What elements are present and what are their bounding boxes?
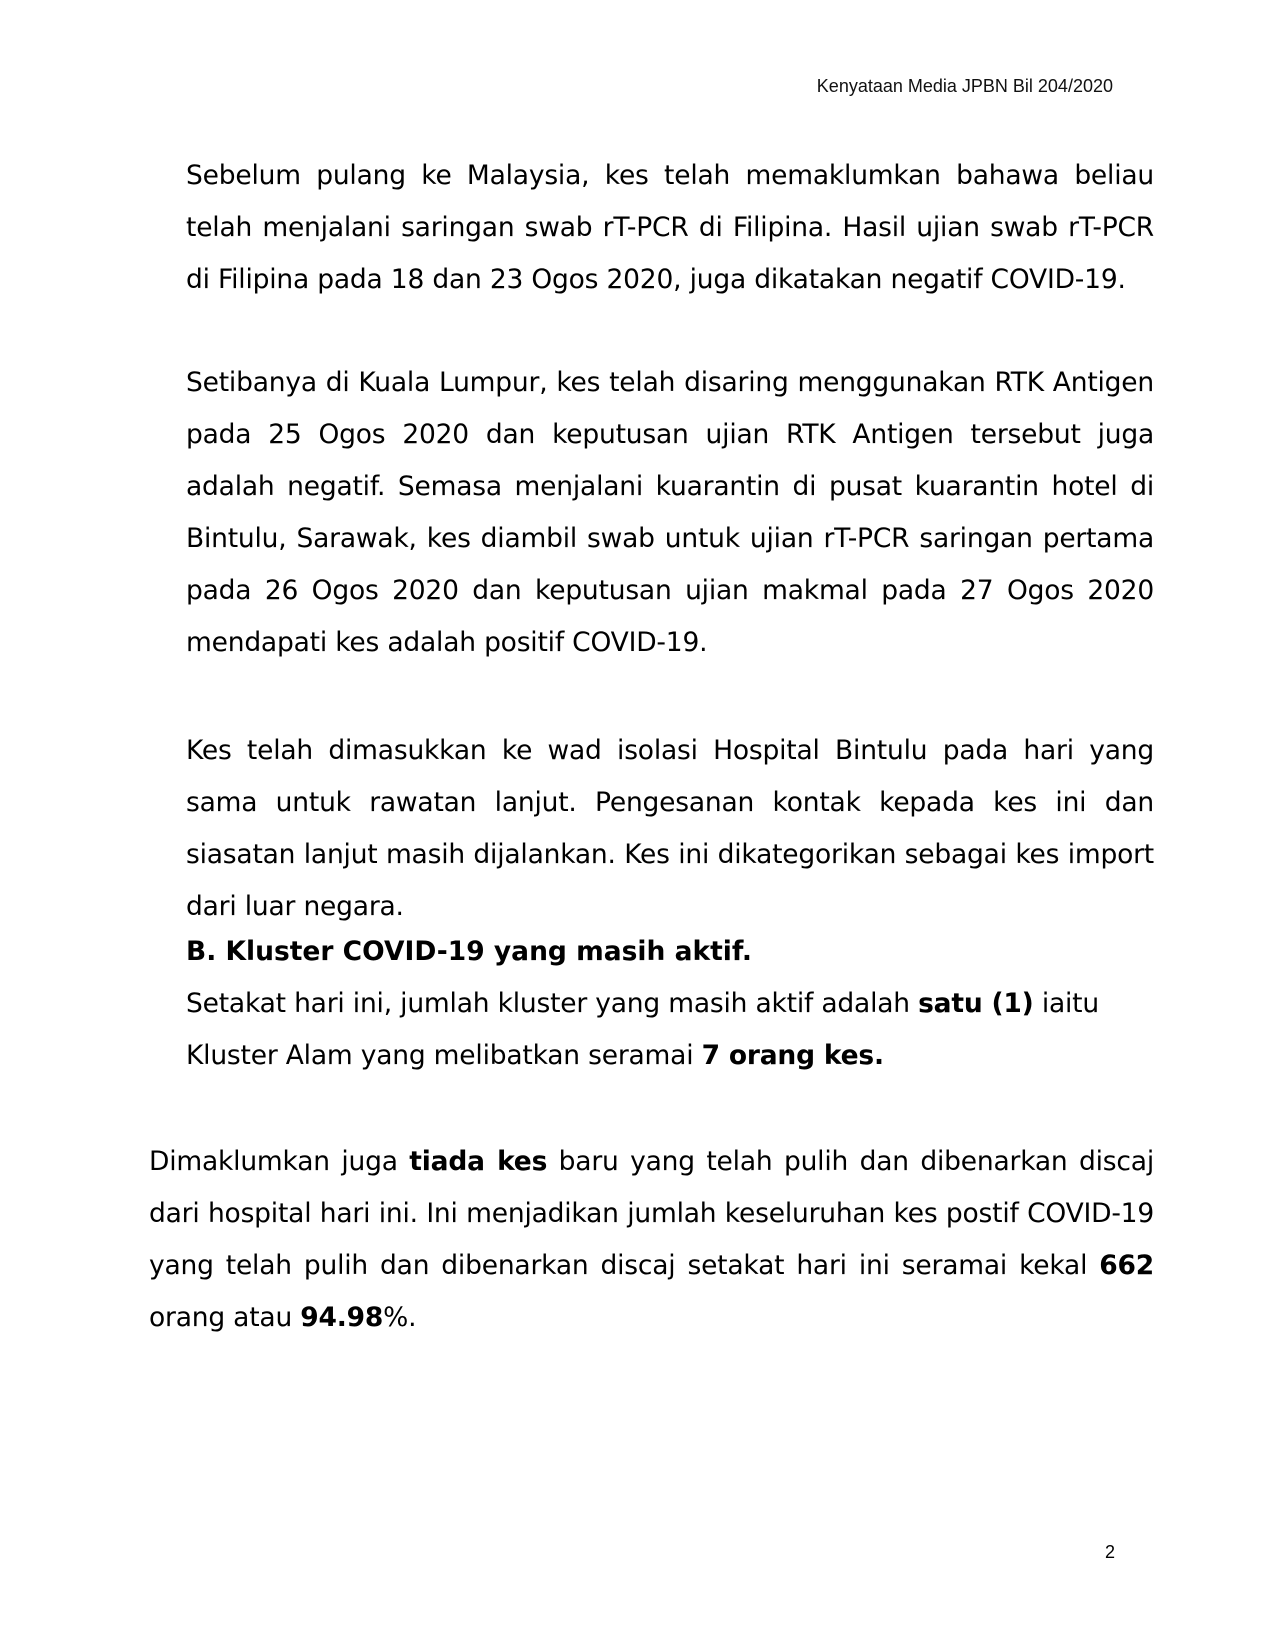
page-number: 2	[1104, 1542, 1115, 1562]
new-recoveries: tiada kes	[409, 1146, 548, 1177]
total-recovered-count: 662	[1099, 1250, 1154, 1281]
active-clusters-text-1: Setakat hari ini, jumlah kluster yang masih aktif adalah	[186, 988, 919, 1019]
document-header: Kenyataan Media JPBN Bil 204/2020	[816, 76, 1113, 96]
paragraph-active-clusters	[186, 978, 1154, 1082]
paragraph-arrival-screening: Setibanya di Kuala Lumpur, kes telah disaring menggunakan RTK Antigen pada 25 Ogos 2020 dan keputusan ujian RTK Antigen tersebut juga adalah negatif. Semasa menjalani kuarantin di pusat kuarantin hotel di Bintulu, Sarawak, kes diambil swab untuk ujian rT-PCR saringan pertama pada 26 Ogos 2020 dan keputusan ujian makmal pada 27 Ogos 2020 mendapati kes adalah positif COVID-19.	[186, 367, 1154, 658]
paragraph-hospital-admission: Kes telah dimasukkan ke wad isolasi Hospital Bintulu pada hari yang sama untuk rawatan lanjut. Pengesanan kontak kepada kes ini dan siasatan lanjut masih dijalankan. Kes ini dikategorikan sebagai kes import dari luar negara.	[186, 735, 1154, 922]
recovery-text-2: baru yang telah pulih dan dibenarkan discaj dari hospital hari ini. Ini menjadikan jumlah keseluruhan kes postif COVID-19 yang telah pulih dan dibenarkan discaj setakat hari ini seramai kekal	[149, 1146, 1154, 1281]
active-clusters-count: satu (1)	[918, 988, 1034, 1019]
recovery-text-3: orang atau	[149, 1302, 301, 1333]
active-clusters-text-2: iaitu Kluster Alam yang melibatkan seramai	[186, 988, 1099, 1071]
cluster-case-count: 7 orang kes.	[701, 1040, 884, 1071]
paragraph-pre-return-screening: Sebelum pulang ke Malaysia, kes telah memaklumkan bahawa beliau telah menjalani saringan swab rT-PCR di Filipina. Hasil ujian swab rT-PCR di Filipina pada 18 dan 23 Ogos 2020, juga dikatakan negatif COVID-19.	[186, 160, 1154, 295]
recovery-text-1: Dimaklumkan juga	[149, 1146, 410, 1177]
section-b-heading: B. Kluster COVID-19 yang masih aktif.	[186, 936, 752, 967]
paragraph-recovery-summary	[149, 1136, 1154, 1344]
recovery-percentage: 94.98	[300, 1302, 384, 1333]
recovery-text-4: %.	[383, 1302, 417, 1333]
